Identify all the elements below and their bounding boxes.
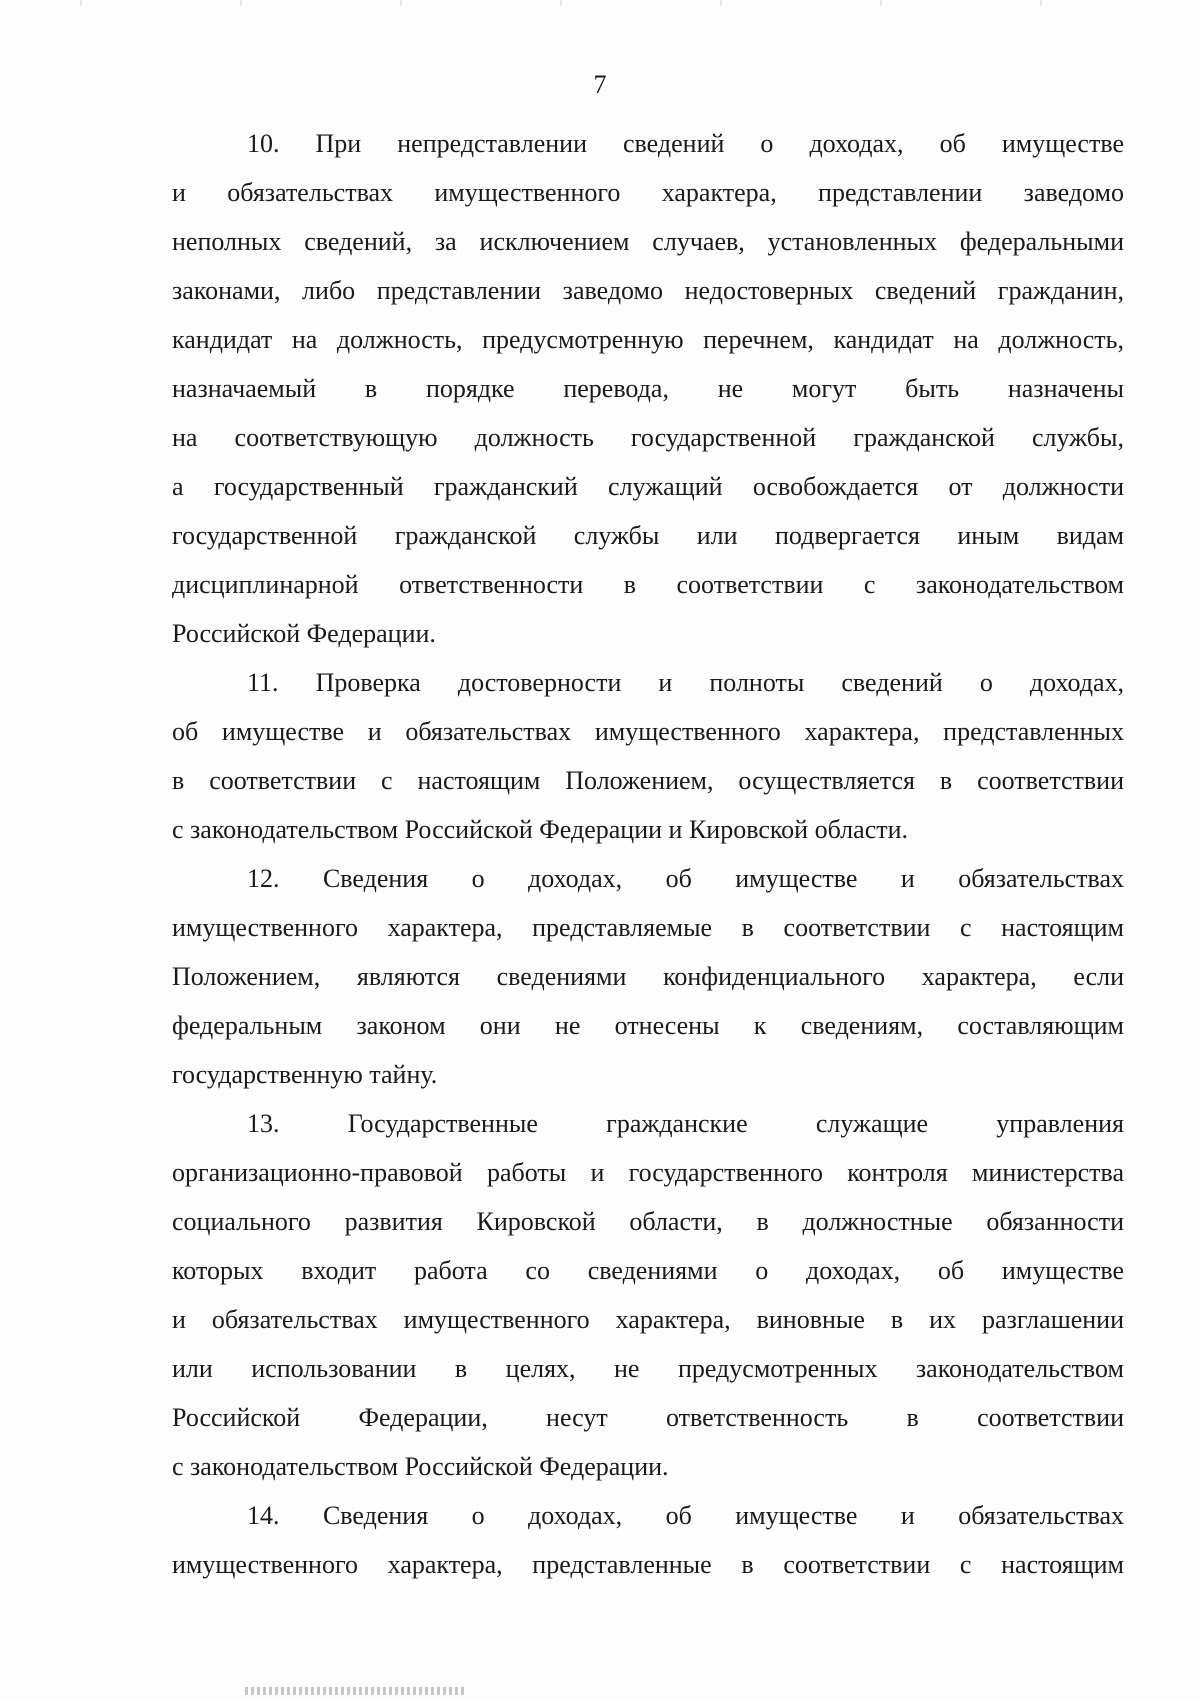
text-line: государственной гражданской службы или подвергается иным видам: [172, 521, 1124, 550]
scan-artifact-top: [0, 0, 1200, 6]
scan-artifact-bottom: [245, 1687, 465, 1695]
text-line: на соответствующую должность государственной гражданской службы,: [172, 423, 1124, 452]
text-line: с законодательством Российской Федерации и Кировской области.: [172, 815, 909, 844]
text-line: 12. Сведения о доходах, об имуществе и обязательствах: [247, 864, 1124, 893]
paragraph-12: [172, 854, 1124, 1099]
paragraph-11: [172, 658, 1124, 854]
text-line: с законодательством Российской Федерации.: [172, 1452, 669, 1481]
text-line: государственную тайну.: [172, 1060, 438, 1089]
text-line: имущественного характера, представляемые в соответствии с настоящим: [172, 913, 1124, 942]
text-line: Российской Федерации, несут ответственность в соответствии: [172, 1403, 1124, 1432]
text-line: организационно-правовой работы и государственного контроля министерства: [172, 1158, 1124, 1187]
text-line: Российской Федерации.: [172, 619, 436, 648]
text-line: 11. Проверка достоверности и полноты сведений о доходах,: [247, 668, 1124, 697]
text-line: и обязательствах имущественного характера, представлении заведомо: [172, 178, 1124, 207]
text-line: социального развития Кировской области, в должностные обязанности: [172, 1207, 1124, 1236]
document-body: [172, 119, 1124, 1589]
text-line: а государственный гражданский служащий освобождается от должности: [172, 472, 1124, 501]
text-line: дисциплинарной ответственности в соответствии с законодательством: [172, 570, 1124, 599]
text-line: об имуществе и обязательствах имущественного характера, представленных: [172, 717, 1124, 746]
text-line: законами, либо представлении заведомо недостоверных сведений гражданин,: [172, 276, 1124, 305]
text-line: или использовании в целях, не предусмотренных законодательством: [172, 1354, 1124, 1383]
text-line: 10. При непредставлении сведений о доходах, об имуществе: [247, 129, 1124, 158]
text-line: в соответствии с настоящим Положением, осуществляется в соответствии: [172, 766, 1124, 795]
text-line: неполных сведений, за исключением случаев, установленных федеральными: [172, 227, 1124, 256]
text-line: Положением, являются сведениями конфиденциального характера, если: [172, 962, 1124, 991]
text-line: имущественного характера, представленные в соответствии с настоящим: [172, 1550, 1124, 1579]
text-line: назначаемый в порядке перевода, не могут быть назначены: [172, 374, 1124, 403]
paragraph-10: [172, 119, 1124, 658]
text-line: и обязательствах имущественного характера, виновные в их разглашении: [172, 1305, 1124, 1334]
paragraph-14: [172, 1491, 1124, 1589]
text-line: 13. Государственные гражданские служащие управления: [247, 1109, 1124, 1138]
page-number: 7: [593, 70, 607, 99]
paragraph-13: [172, 1099, 1124, 1491]
text-line: 14. Сведения о доходах, об имуществе и обязательствах: [247, 1501, 1124, 1530]
text-line: кандидат на должность, предусмотренную перечнем, кандидат на должность,: [172, 325, 1124, 354]
text-line: которых входит работа со сведениями о доходах, об имуществе: [172, 1256, 1124, 1285]
text-line: федеральным законом они не отнесены к сведениям, составляющим: [172, 1011, 1124, 1040]
